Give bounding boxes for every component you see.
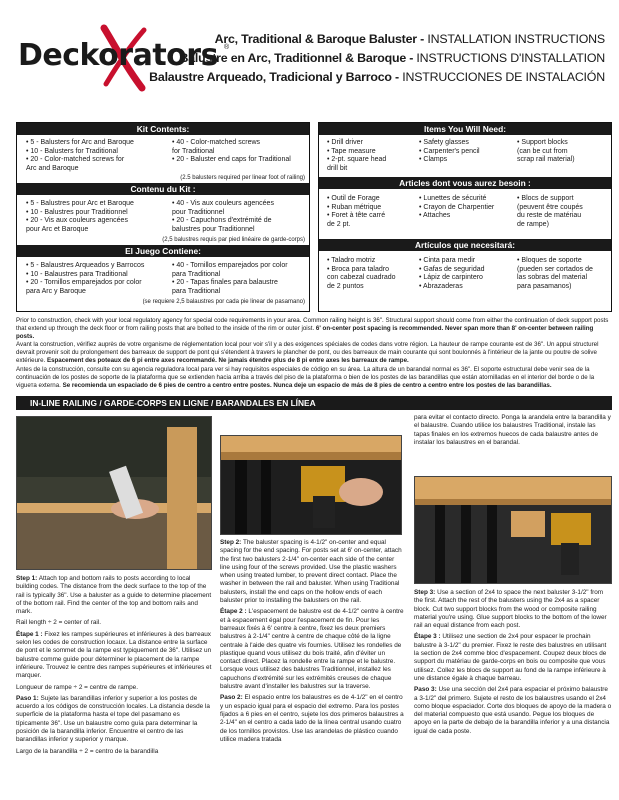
step3-photo — [414, 476, 612, 584]
kit-en-note: (2.5 balusters required per linear foot of railing) — [180, 175, 305, 181]
need-en-col2: • Safety glasses • Carpenter's pencil • Clamps — [419, 139, 480, 164]
need-es-col1: • Taladro motriz • Broca para taladro con cabezal cuadrado de 2 puntos — [327, 257, 396, 290]
need-es-col3: • Bloques de soporte (pueden ser cortados de las sobras del material para pasamanos) — [517, 257, 593, 290]
page-header — [0, 0, 619, 108]
need-es-col2: • Cinta para medir • Gafas de seguridad • Lápiz de carpintero • Abrazaderas — [419, 257, 485, 290]
step2-photo-illustration — [221, 436, 402, 535]
kit-en-right-list: • 40 - Color-matched screws for Traditional • 20 - Baluster end caps for Traditional — [172, 139, 291, 164]
kit-fr-left-list: • 5 - Balustres pour Arc et Baroque • 10 - Balustres pour Traditionnel • 20 - Vis aux couleurs agencées pour Arc et Baroque — [26, 200, 134, 233]
step1-photo-illustration — [17, 417, 212, 570]
step3-text: Step 3: Use a section of 2x4 to space the next baluster 3-1/2" from the first. Attach the rest of the balusters using the 2x4 as a spacer block. Cut two support blocks from the wood or composite railing material you're using. Glue support blocks to the bottom of the lower rail an equal distance from each post. Étape 3 : Utilisez une section de 2x4 pour espacer le prochain balustre à 3-1/2" du premier. Fixez le reste des balustres en utilisant la section de 2x4 comme bloc d'espacement. Coupez deux blocs de support du matériau de garde-corps en bois ou composite que vous utilisez. Collez les blocs de support au fond de la rampe inférieure à une distance égale à chaque barreau. Paso 3: Use una sección del 2x4 para espaciar el próximo balaustre a 3-1/2" del primero. Sujete el resto de los balaustres usando el 2x4 como bloque espaciador. Corte dos bloques de apoyo de la madera o del material compuesto que está usando. Pegue los bloques de apoyo en la parte de debajo de la barandilla inferior y a una distancia igual de cada poste. — [414, 589, 612, 735]
document-titles — [149, 30, 605, 87]
prior-construction-fr: Avant la construction, vérifiez auprès de votre organisme de réglementation local pour voir s'il y a des exigences spéciales de codes dans votre région. La hauteur de rampe courante est de 36". Un appui structurel devrait provenir soit du prolongement des barreaux de support de pont qui s'étendent à travers le plancher de pont, ou des barreaux de main courante qui sont boulonnés à l'intérieur de la jante ou poutre de solive extérieure. Espacement des poteaux de 6 pi entre axes recommandé. Ne jamais étendre plus de 8 pi entre axes les barreaux de rampe. — [16, 341, 599, 364]
kit-es-note: (se requiere 2,5 balaustres por cada pie linear de pasamano) — [142, 299, 305, 305]
kit-es-heading: El Juego Contiene: — [17, 245, 309, 257]
registered-mark: ® — [224, 44, 230, 51]
section-heading-inline-railing: IN-LINE RAILING / GARDE-CORPS EN LIGNE / BARANDALES EN LÍNEA — [16, 396, 612, 410]
need-fr-heading: Articles dont vous aurez besoin : — [319, 177, 611, 189]
need-en-heading: Items You Will Need: — [319, 123, 611, 135]
kit-fr-note: (2,5 balustres requis par pied linéaire de garde-corps) — [162, 237, 305, 243]
kit-es-right-list: • 40 - Tornillos emparejados por color para Traditional • 20 - Tapas finales para balaustre para Traditional — [172, 262, 288, 295]
kit-es-left-list: • 5 - Balaustres Arqueados y Barrocos • 10 - Balaustres para Traditional • 20 - Tornillos emparejados por color para Arc y Baroque — [26, 262, 145, 295]
title-french: Balustre en Arc, Traditionnel & Baroque - INSTRUCTIONS D'INSTALLATION — [179, 51, 605, 65]
step3-photo-illustration — [415, 477, 612, 584]
step1-text: Step 1: Attach top and bottom rails to posts according to local building codes. The distance from the deck surface to the top of the rail is typically 36". Use a baluster as a guide to determine placement of the bottom rail. Find the center of the top and bottom rails and mark. Rail length ÷ 2 = center of rail. Étape 1 : Fixez les rampes supérieures et inférieures à des barreaux selon les codes de construction locaux. La distance entre la surface de pont et le sommet de la rampe est typiquement de 36". Utilisez un balustre comme guide pour déterminer le placement de la rampe inférieure. Trouvez le centre des rampes supérieures et inférieures et marquer. Longueur de rampe ÷ 2 = centre de rampe. Paso 1: Sujete las barandillas inferior y superior a los postes de acuerdo a los códigos de construcción locales. La distancia desde la superficie de la plataforma hasta el tope del pasamano es típicamente 36". Use un balaustre como guía para determinar la posición de la barandilla inferior. Encuentre el centro de las barandillas inferior y superior y marque. Largo de la barandilla ÷ 2 = centro de la barandilla — [16, 575, 212, 755]
title-spanish: Balaustre Arqueado, Tradicional y Barroco - INSTRUCCIONES DE INSTALACIÓN — [149, 70, 605, 84]
step1-photo — [16, 416, 212, 570]
prior-construction-es: Antes de la construcción, consulte con su agencia reguladora local para ver si hay requisitos especiales de código en su área. La altura de un barandal normal es 36". El soporte estructural debe venir sea de la continuación de los postes de soporte de la plataforma que se extienden hacia arriba a través del piso de la plataforma o bien de los postes de las barandillas que están atornilladas en el interior del borde o de la viguета externa. Se recomienda un espaciado de 6 pies de centro a centro entre postes. Nunca deje un espacio de más de 8 pies de centro a centro entre los postes de las barandillas. — [16, 366, 595, 389]
need-en-col3: • Support blocks (can be cut from scrap rail material) — [517, 139, 575, 164]
need-en-col1: • Drill driver • Tape measure • 2-pt. square head drill bit — [327, 139, 387, 172]
need-fr-col2: • Lunettes de sécurité • Crayon de Charpentier • Attaches — [419, 195, 495, 220]
items-needed-box — [318, 122, 612, 312]
kit-en-left-list: • 5 - Balusters for Arc and Baroque • 10 - Balusters for Traditional • 20 - Color-matched screws for Arc and Baroque — [26, 139, 134, 172]
need-fr-col3: • Blocs de support (peuvent être coupés du reste de matériau de rampe) — [517, 195, 583, 228]
need-fr-col1: • Outil de Forage • Ruban métrique • Foret à tête carré de 2 pt. — [327, 195, 386, 228]
title-english: Arc, Traditional & Baroque Baluster - INSTALLATION INSTRUCTIONS — [214, 32, 605, 46]
step2-es-continuation: para evitar el contacto directo. Ponga la arandela entre la barandilla y el balaustre. Cuando utilice los balaustres Traditional, instale las tapas finales en los extremos huecos de cada balaustre antes de instalar los balaustres en el barandal. — [414, 414, 611, 446]
brand-name: Deckorators — [18, 38, 218, 73]
step2-text: Step 2: The baluster spacing is 4-1/2" on-center and equal spacing for the end spacing. For posts set at 6' on-center, attach the first two balusters 2-1/4" on-center each side of the center line using four of the screws provided. Use the plastic washers when using treated lumber, to prevent direct contact. Place the washer in between the rail and baluster. When using Traditional balusters, install the end caps on the hollow ends of each baluster prior to installing the balusters on the rail. Étape 2 : L'espacement de balustre est de 4-1/2" centre à centre et à espacement égal pour l'espacement de fin. Pour les barreaux fixés à 6' centre à centre, fixez les deux premiers balustres à 2-1/4" centre à centre de chaque côté de la ligne centrale à l'aide des quatre vis fournies. Utilisez les rondelles de plastique quand vous utilisez du bois traité, afin d'éviter un contact direct. Placez la rondelle entre la rampe et le balustre. Lorsque vous utilisez des balustres Traditionnel, installez les capuchons d'extrémité sur les extrémités creuses de chaque balustre avant d'installer les balustres sur la traverse. Paso 2: El espacio entre los balaustres es de 4-1/2" en el centro y un espacio igual para el espacio del extremo. Para los postes fijados a 6 pies en el centro, sujete los dos primeros balaustres a 2-1/4" en el centro a cada lado de la línea central usando cuatro de los tornillos provistos. Use las arandelas de plástico cuando utilice madera tratada — [220, 539, 404, 743]
kit-fr-right-list: • 40 - Vis aux couleurs agencées pour Traditionnel • 20 - Capuchons d'extrémité de balustres pour Traditionnel — [172, 200, 274, 233]
kit-fr-heading: Contenu du Kit : — [17, 183, 309, 195]
kit-en-heading: Kit Contents: — [17, 123, 309, 135]
step2-photo — [220, 435, 402, 535]
need-es-heading: Artículos que necesitará: — [319, 239, 611, 251]
kit-contents-box — [16, 122, 310, 312]
prior-construction-en: Prior to construction, check with your local regulatory agency for special code requirements in your area. Common railing height is 36". Structural support should come from either the continuation of deck support posts that extend up through the deck floor or from railing posts that are bolted to the inside of the rim or outer joist. 6' on-center post spacing is recommended. Never span more than 8' on-center between railing posts. — [16, 317, 609, 340]
